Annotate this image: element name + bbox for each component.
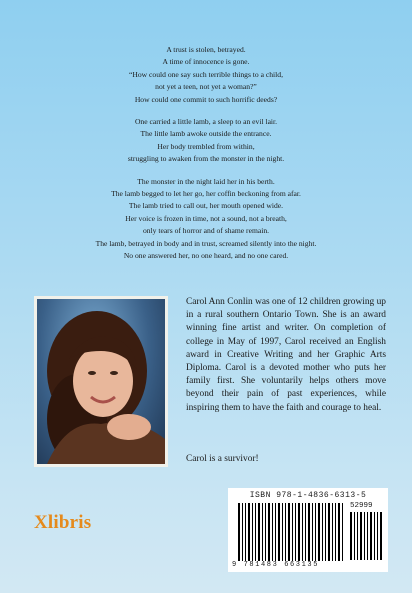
price-code: 52999: [350, 502, 373, 510]
ean-digits: 9 781483 663135: [232, 561, 320, 569]
author-photo: [34, 296, 168, 467]
poem-stanza: [0, 44, 412, 106]
poem-line: The lamb begged to let her go, her coffin beckoning from afar.: [111, 189, 301, 199]
poem-line: not yet a teen, not yet a woman?”: [155, 82, 257, 92]
author-tagline: Carol is a survivor!: [186, 454, 259, 464]
price-barcode-bars: [350, 512, 382, 560]
publisher-logo: Xlibris: [34, 512, 92, 533]
poem-stanza: [0, 176, 412, 263]
poem-line: The lamb, betrayed in body and in trust, screamed silently into the night.: [95, 238, 317, 248]
poem-line: A time of innocence is gone.: [162, 57, 250, 67]
poem-line: Her body trembled from within,: [157, 141, 255, 151]
poem-line: only tears of horror and of shame remain.: [142, 226, 270, 236]
poem-stanza: [0, 116, 412, 166]
poem: [0, 44, 412, 273]
isbn-text: ISBN 978-1-4836-6313-5: [249, 491, 367, 500]
poem-line: No one answered her, no one heard, and no one cared.: [123, 251, 289, 261]
poem-line: struggling to awaken from the monster in the night.: [127, 154, 285, 164]
author-bio: Carol Ann Conlin was one of 12 children growing up in a rural southern Ontario Town. She is an award winning fine artist and writer. On completion of college in May of 1997, Carol received an English award in Creative Writing and her Graphic Arts Diploma. Carol is a devoted mother who puts her family first. She voluntarily helps others move beyond their pain of past experiences, while inspiring them to have the faith and courage to heal.: [186, 297, 386, 413]
poem-line: Her voice is frozen in time, not a sound, not a breath,: [125, 213, 287, 223]
poem-line: “How could one say such terrible things to a child,: [129, 69, 283, 79]
poem-line: How could one commit to such horrific deeds?: [134, 94, 278, 104]
poem-line: The little lamb awoke outside the entrance.: [140, 129, 272, 139]
poem-line: The monster in the night laid her in his berth.: [137, 176, 275, 186]
barcode-bars: [238, 503, 346, 561]
barcode-block: [228, 488, 388, 572]
poem-line: A trust is stolen, betrayed.: [166, 45, 246, 54]
poem-line: The lamb tried to call out, her mouth opened wide.: [128, 201, 284, 211]
poem-line: One carried a little lamb, a sleep to an evil lair.: [134, 117, 278, 127]
